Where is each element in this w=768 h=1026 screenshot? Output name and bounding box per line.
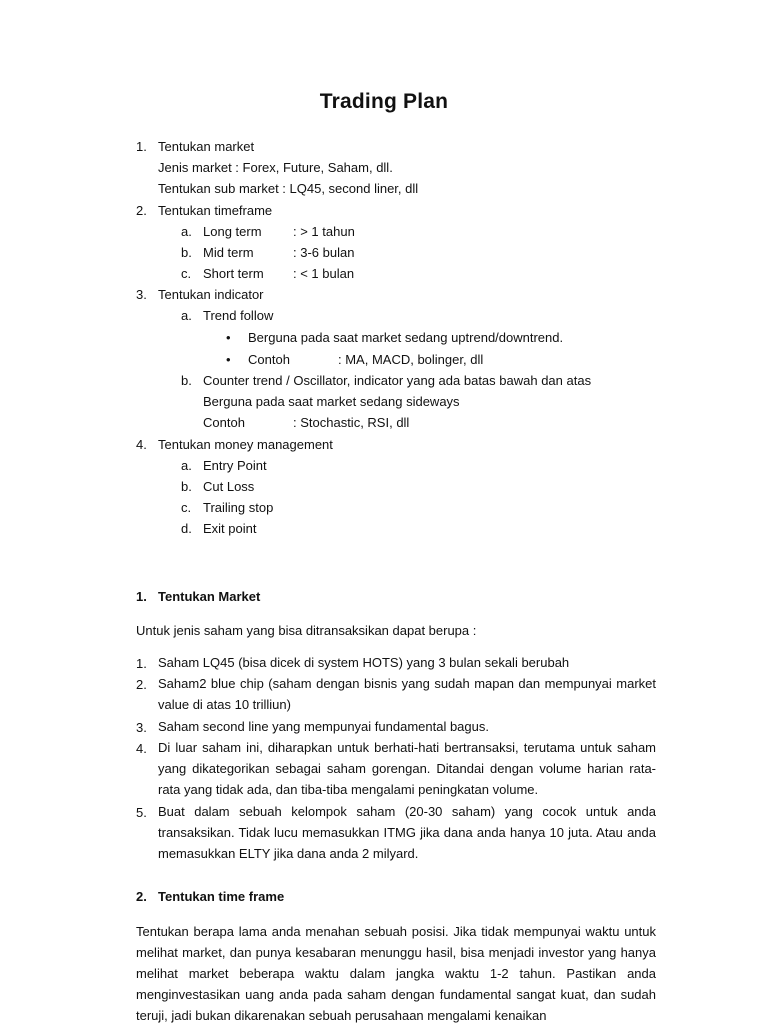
section-heading: Tentukan time frame [158,889,285,904]
sublist-marker: d. [181,521,192,536]
section-intro: Untuk jenis saham yang bisa ditransaksikan dapat berupa : [136,623,477,638]
list-item-label: Tentukan indicator [158,287,264,302]
list-item-text: Buat dalam sebuah kelompok saham (20-30 saham) yang cocok untuk anda transaksikan. Tidak lucu memasukkan ITMG jika dana anda hanya 10 juta. Atau anda memasukkan ELTY jika dana anda 2 milyard. [158,804,656,861]
sublist-marker: a. [181,224,192,239]
list-number: 5. [136,805,147,820]
list-number: 3. [136,720,147,735]
section-paragraph: Tentukan berapa lama anda menahan sebuah posisi. Jika tidak mempunyai waktu untuk melihat market, dan punya kesabaran menunggu hasil, bisa menjadi investor yang hanya melihat market beberapa waktu dalam jangka waktu 1-2 tahun. Pastikan anda menginvestasikan uang anda pada saham dengan fundamental sangat kuat, dan sudah teruji, jadi bukan dikarenakan sebuah perusahaan mengalami kenaikan [136,924,656,1023]
sublist-label: Trailing stop [203,500,274,515]
list-number: 1. [136,139,147,154]
list-number: 1. [136,656,147,671]
list-number: 4. [136,741,147,756]
bullet-text: Berguna pada saat market sedang uptrend/downtrend. [248,330,564,345]
example-value: : MA, MACD, bolinger, dll [338,352,484,367]
list-item-text: Jenis market : Forex, Future, Saham, dll. [158,160,393,175]
bullet-icon: • [226,352,231,367]
example-value: : Stochastic, RSI, dll [293,415,410,430]
sublist-label: Exit point [203,521,257,536]
sublist-marker: b. [181,373,192,388]
list-item-text: Di luar saham ini, diharapkan untuk berhati-hati bertransaksi, terutama untuk saham yang dikategorikan sebagai saham gorengan. Ditandai dengan volume harian rata-rata yang tidak ada, dan tiba-tiba mengalami peningkatan volume. [158,740,656,797]
section-heading: Tentukan Market [158,589,261,604]
list-item-text: Saham LQ45 (bisa dicek di system HOTS) yang 3 bulan sekali berubah [158,655,570,670]
sublist-label: Entry Point [203,458,267,473]
sublist-text: Berguna pada saat market sedang sideways [203,394,460,409]
list-number: 2. [136,677,147,692]
bullet-icon: • [226,330,231,345]
section-number: 1. [136,589,147,604]
timeframe-name: Short term [203,266,264,281]
list-item-label: Tentukan money management [158,437,333,452]
sublist-marker: c. [181,266,192,281]
sublist-label: Trend follow [203,308,274,323]
timeframe-name: Mid term [203,245,254,260]
timeframe-name: Long term [203,224,262,239]
example-name: Contoh [203,415,245,430]
sublist-marker: c. [181,500,192,515]
sublist-marker: b. [181,245,192,260]
timeframe-value: : < 1 bulan [293,266,355,281]
sublist-marker: b. [181,479,192,494]
timeframe-value: : > 1 tahun [293,224,355,239]
list-item-text: Saham second line yang mempunyai fundamental bagus. [158,719,489,734]
sublist-marker: a. [181,308,192,323]
list-item-text: Saham2 blue chip (saham dengan bisnis yang sudah mapan dan mempunyai market value di atas 10 trilliun) [158,676,656,712]
list-item-label: Tentukan timeframe [158,203,273,218]
sublist-label: Counter trend / Oscillator, indicator yang ada batas bawah dan atas [203,373,592,388]
page-title: Trading Plan [319,90,449,113]
timeframe-value: : 3-6 bulan [293,245,355,260]
list-item-label: Tentukan market [158,139,255,154]
example-name: Contoh [248,352,290,367]
list-number: 4. [136,437,147,452]
sublist-label: Cut Loss [203,479,255,494]
sublist-marker: a. [181,458,192,473]
list-item-text: Tentukan sub market : LQ45, second liner, dll [158,181,419,196]
section-number: 2. [136,889,147,904]
list-number: 2. [136,203,147,218]
list-number: 3. [136,287,147,302]
